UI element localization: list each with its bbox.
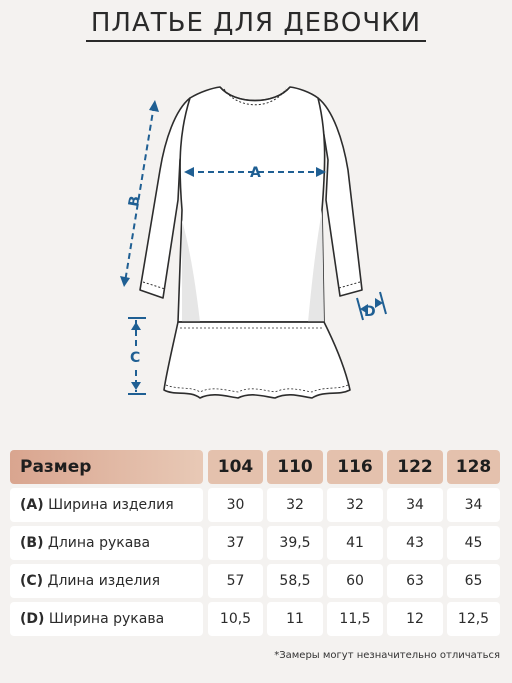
row-code: (B) — [20, 535, 44, 551]
dress-outline — [140, 87, 362, 398]
size-table — [10, 450, 500, 640]
dimension-b-label: B — [125, 194, 144, 208]
row-label — [10, 526, 203, 560]
table-row — [10, 564, 500, 598]
table-row — [10, 602, 500, 636]
table-cell: 10,5 — [208, 602, 263, 636]
title-underline — [86, 40, 426, 42]
row-name: Ширина рукава — [48, 611, 165, 627]
header-size-104: 104 — [208, 450, 263, 484]
table-cell: 45 — [447, 526, 500, 560]
disclaimer-note: *Замеры могут незначительно отличаться — [274, 650, 500, 661]
row-label — [10, 602, 203, 636]
table-cell: 11,5 — [327, 602, 383, 636]
table-cell: 32 — [327, 488, 383, 522]
row-code: (A) — [20, 497, 44, 513]
table-cell: 34 — [447, 488, 500, 522]
row-name: Длина рукава — [47, 535, 151, 551]
dimension-d-label: D — [364, 304, 376, 320]
table-cell: 12,5 — [447, 602, 500, 636]
table-cell: 57 — [208, 564, 263, 598]
table-cell: 30 — [208, 488, 263, 522]
row-name: Длина изделия — [47, 573, 161, 589]
table-cell: 58,5 — [267, 564, 323, 598]
header-size-110: 110 — [267, 450, 323, 484]
header-size-122: 122 — [387, 450, 443, 484]
row-code: (D) — [20, 611, 45, 627]
page-title: ПЛАТЬЕ ДЛЯ ДЕВОЧКИ — [90, 8, 422, 38]
dimension-c-label: C — [130, 350, 141, 366]
table-cell: 34 — [387, 488, 443, 522]
table-cell: 65 — [447, 564, 500, 598]
row-code: (C) — [20, 573, 44, 589]
table-header-row — [10, 450, 500, 484]
table-cell: 39,5 — [267, 526, 323, 560]
row-label — [10, 488, 203, 522]
table-cell: 60 — [327, 564, 383, 598]
row-name: Ширина изделия — [48, 497, 174, 513]
header-size-128: 128 — [447, 450, 500, 484]
header-size-116: 116 — [327, 450, 383, 484]
table-cell: 43 — [387, 526, 443, 560]
row-label — [10, 564, 203, 598]
dress-diagram — [0, 60, 512, 410]
table-cell: 37 — [208, 526, 263, 560]
table-cell: 12 — [387, 602, 443, 636]
header-size-label: Размер — [10, 450, 203, 484]
dimension-a-label: A — [250, 165, 261, 181]
table-cell: 32 — [267, 488, 323, 522]
table-row — [10, 488, 500, 522]
table-row — [10, 526, 500, 560]
table-cell: 63 — [387, 564, 443, 598]
table-cell: 11 — [267, 602, 323, 636]
table-cell: 41 — [327, 526, 383, 560]
